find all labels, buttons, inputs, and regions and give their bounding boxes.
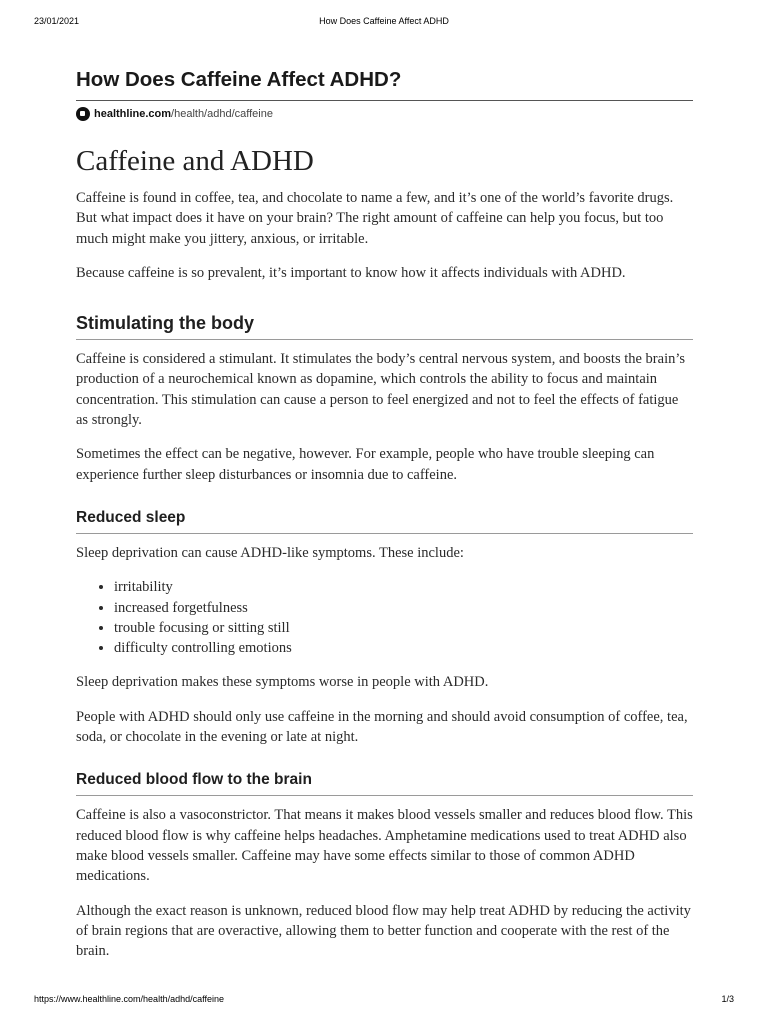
intro-paragraph: Because caffeine is so prevalent, it’s important to know how it affects individuals with ADHD.: [76, 264, 626, 281]
section-paragraph: Sometimes the effect can be negative, however. For example, people who have trouble sleeping can experience further sleep disturbances or insomnia due to caffeine.: [76, 446, 655, 483]
healthline-logo-icon: [76, 107, 90, 121]
section-paragraph: Although the exact reason is unknown, reduced blood flow may help treat ADHD by reducing the activity of brain regions that are overactive, allowing them to better function and cooperate with the rest of the brain.: [76, 902, 691, 960]
print-date: 23/01/2021: [34, 16, 80, 26]
section-paragraph: Caffeine is also a vasoconstrictor. That means it makes blood vessels smaller and reduces blood flow. This reduced blood flow is why caffeine helps headaches. Amphetamine medications used to treat ADHD also make blood vessels smaller. Caffeine may have some effects similar to those of common ADHD medications.: [76, 807, 693, 885]
section-paragraph: People with ADHD should only use caffeine in the morning and should avoid consumption of coffee, tea, soda, or chocolate in the evening or late at night.: [76, 708, 688, 746]
section-paragraph: Caffeine is considered a stimulant. It stimulates the body’s central nervous system, and boosts the brain’s production of a neurochemical known as dopamine, which controls the ability to focus and maintain concentration. This stimulation can cause a person to feel energized and not to feel the effects of fatigue as strongly.: [76, 351, 686, 429]
symptom-list: [76, 577, 693, 658]
print-footer: [0, 994, 768, 1008]
section-heading-reduced-sleep: Reduced sleep: [76, 508, 186, 526]
section-divider: [76, 795, 693, 796]
print-header: [0, 16, 768, 30]
intro-paragraph: Caffeine is found in coffee, tea, and chocolate to name a few, and it’s one of the world’s favorite drugs. But what impact does it have on your brain? The right amount of caffeine can help you focus, but too much might make you jittery, anxious, or irritable.: [76, 190, 674, 247]
section-heading-stimulating: Stimulating the body: [76, 313, 254, 334]
main-heading: Caffeine and ADHD: [76, 145, 314, 177]
source-line[interactable]: [76, 106, 693, 122]
source-path[interactable]: /health/adhd/caffeine: [171, 108, 273, 120]
source-domain[interactable]: healthline.com: [94, 108, 172, 120]
section-paragraph: Sleep deprivation makes these symptoms worse in people with ADHD.: [76, 674, 489, 691]
list-item: • difficulty controlling emotions: [114, 638, 693, 658]
article: [76, 66, 693, 975]
section-divider: [76, 339, 693, 340]
print-url[interactable]: https://www.healthline.com/health/adhd/caffeine: [34, 994, 224, 1004]
list-item: • irritability: [114, 577, 693, 597]
section-divider: [76, 533, 693, 534]
print-title: How Does Caffeine Affect ADHD: [319, 16, 449, 26]
title-divider: [76, 100, 693, 101]
list-item: • increased forgetfulness: [114, 598, 693, 618]
article-title: How Does Caffeine Affect ADHD?: [76, 68, 402, 91]
section-heading-blood-flow: Reduced blood flow to the brain: [76, 771, 312, 789]
section-paragraph: Sleep deprivation can cause ADHD-like symptoms. These include:: [76, 544, 464, 561]
list-item: • trouble focusing or sitting still: [114, 618, 693, 638]
page-number: 1/3: [721, 994, 734, 1004]
